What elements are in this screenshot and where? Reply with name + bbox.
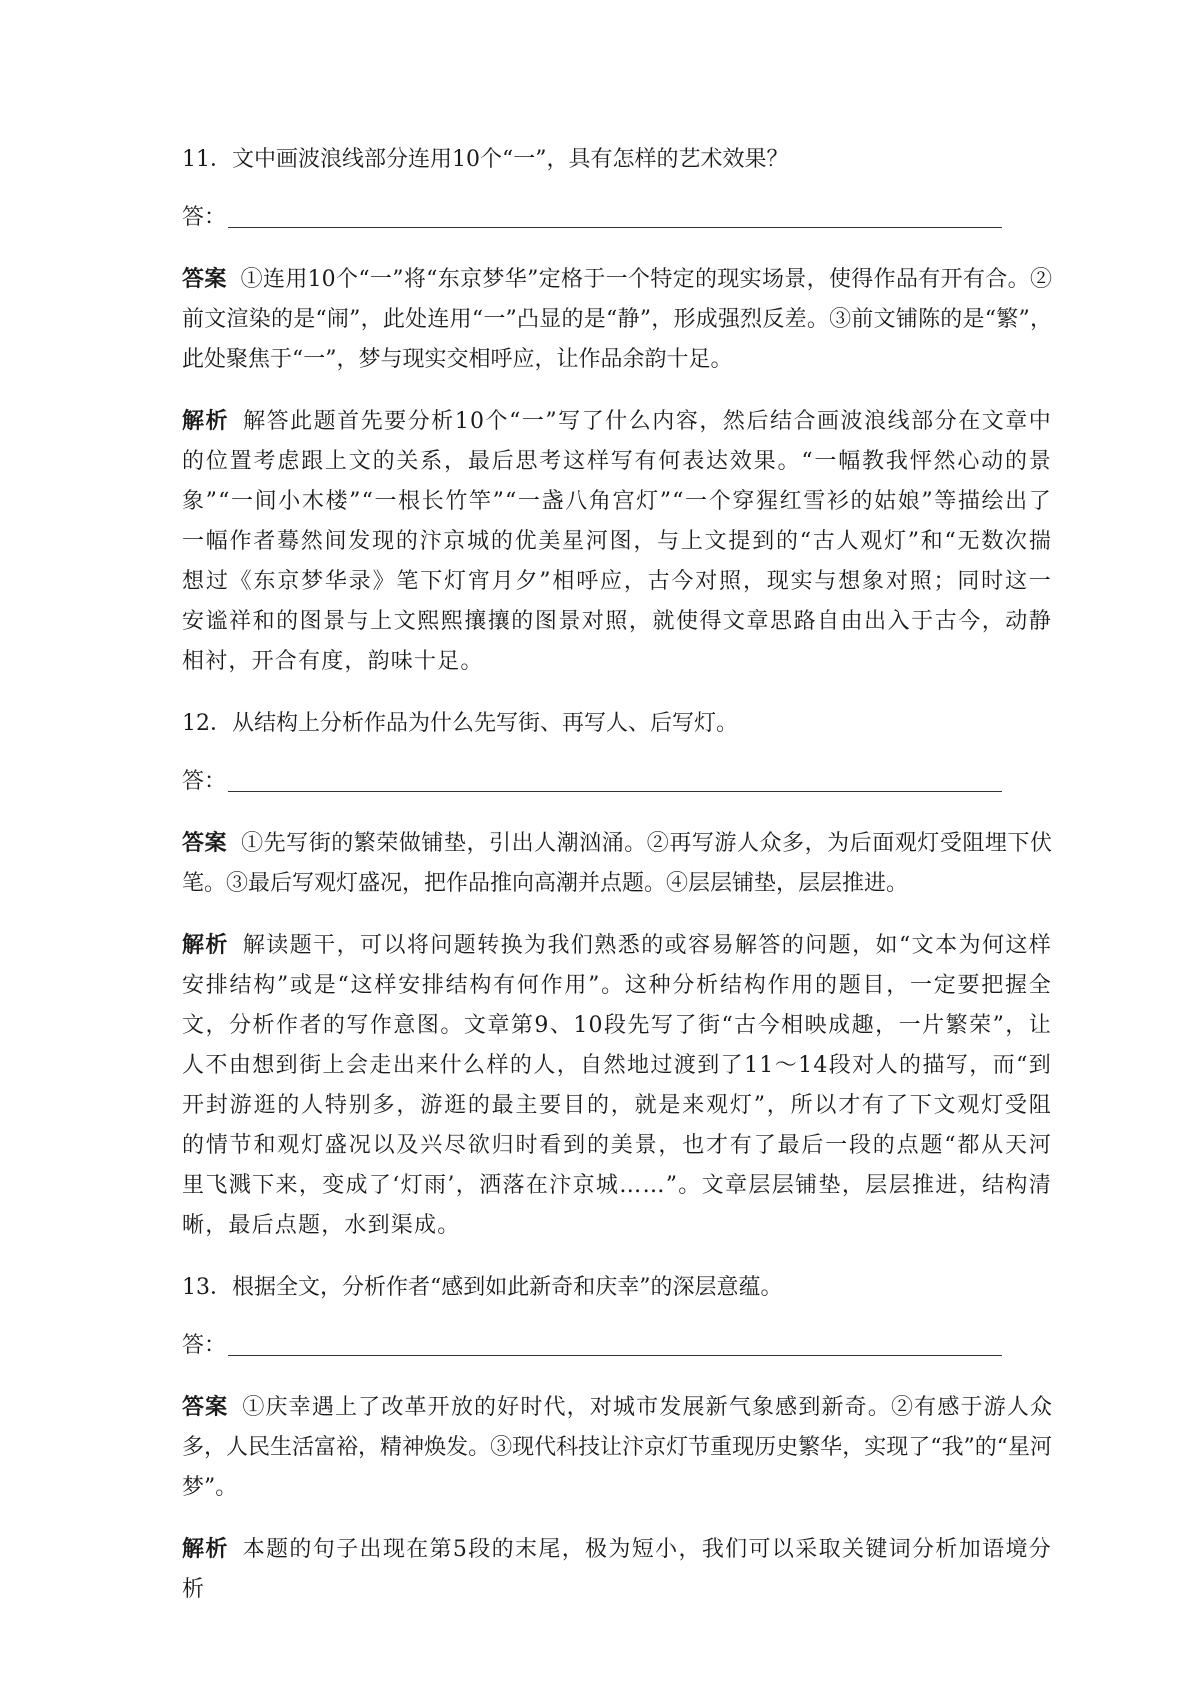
analysis-block (182, 402, 1052, 682)
analysis-tag: 解析 (182, 933, 229, 958)
analysis-text: 解答此题首先要分析10个“一”写了什么内容，然后结合画波浪线部分在文章中的位置考虑跟上文的关系，最后思考这样写有何表达效果。“一幅教我怦然心动的景象”“一间小木楼”“一根长竹竿”“一盏八角宫灯”“一个穿猩红雪衫的姑娘”等描绘出了一幅作者蓦然间发现的汴京城的优美星河图，与上文提到的“古人观灯”和“无数次揣想过《东京梦华录》笔下灯宵月夕”相呼应，古今对照，现实与想象对照；同时这一安谧祥和的图景与上文熙熙攘攘的图景对照，就使得文章思路自由出入于古今，动静相衬，开合有度，韵味十足。 (182, 409, 1052, 674)
analysis-text: 本题的句子出现在第5段的末尾，极为短小，我们可以采取关键词分析加语境分析 (182, 1537, 1053, 1602)
answer-block (182, 1388, 1052, 1508)
question-prompt: 12．从结构上分析作品为什么先写街、再写人、后写灯。 (182, 711, 738, 736)
answer-tag: 答案 (182, 267, 227, 292)
answer-blank[interactable] (182, 198, 1052, 238)
answer-text: ①庆幸遇上了改革开放的好时代，对城市发展新气象感到新奇。②有感于游人众多，人民生活富裕，精神焕发。③现代科技让汴京灯节重现历史繁华，实现了“我”的“星河梦”。 (182, 1395, 1052, 1500)
question-list (182, 140, 1052, 1632)
answer-label: 答： (182, 205, 227, 230)
analysis-block (182, 926, 1052, 1246)
analysis-block (182, 1530, 1052, 1610)
analysis-tag: 解析 (182, 1537, 229, 1562)
analysis-text: 解读题干，可以将问题转换为我们熟悉的或容易解答的问题，如“文本为何这样安排结构”或是“这样安排结构有何作用”。这种分析结构作用的题目，一定要把握全文，分析作者的写作意图。文章第9、10段先写了街“古今相映成趣，一片繁荣”，让人不由想到街上会走出来什么样的人，自然地过渡到了11～14段对人的描写，而“到开封游逛的人特别多，游逛的最主要目的，就是来观灯”，所以才有了下文观灯受阻的情节和观灯盛况以及兴尽欲归时看到的美景，也才有了最后一段的点题“都从天河里飞溅下来，变成了‘灯雨’，洒落在汴京城……”。文章层层铺垫，层层推进，结构清晰，最后点题，水到渠成。 (182, 933, 1053, 1238)
answer-underline (228, 1355, 1002, 1356)
answer-underline (228, 791, 1002, 792)
question-prompt: 13．根据全文，分析作者“感到如此新奇和庆幸”的深层意蕴。 (182, 1275, 783, 1300)
answer-label: 答： (182, 1333, 227, 1358)
answer-underline (228, 227, 1002, 228)
answer-tag: 答案 (182, 1395, 229, 1420)
answer-label: 答： (182, 769, 227, 794)
question-11 (182, 140, 1052, 682)
question-13 (182, 1268, 1052, 1610)
question-12 (182, 704, 1052, 1246)
answer-block (182, 260, 1052, 380)
answer-blank[interactable] (182, 1326, 1052, 1366)
answer-text: ①先写街的繁荣做铺垫，引出人潮汹涌。②再写游人众多，为后面观灯受阻埋下伏笔。③最后写观灯盛况，把作品推向高潮并点题。④层层铺垫，层层推进。 (182, 831, 1052, 896)
answer-block (182, 824, 1052, 904)
answer-blank[interactable] (182, 762, 1052, 802)
answer-text: ①连用10个“一”将“东京梦华”定格于一个特定的现实场景，使得作品有开有合。②前文渲染的是“闹”，此处连用“一”凸显的是“静”，形成强烈反差。③前文铺陈的是“繁”，此处聚焦于“一”，梦与现实交相呼应，让作品余韵十足。 (182, 267, 1052, 372)
question-prompt: 11．文中画波浪线部分连用10个“一”，具有怎样的艺术效果？ (182, 147, 789, 172)
analysis-tag: 解析 (182, 409, 230, 434)
answer-tag: 答案 (182, 831, 228, 856)
